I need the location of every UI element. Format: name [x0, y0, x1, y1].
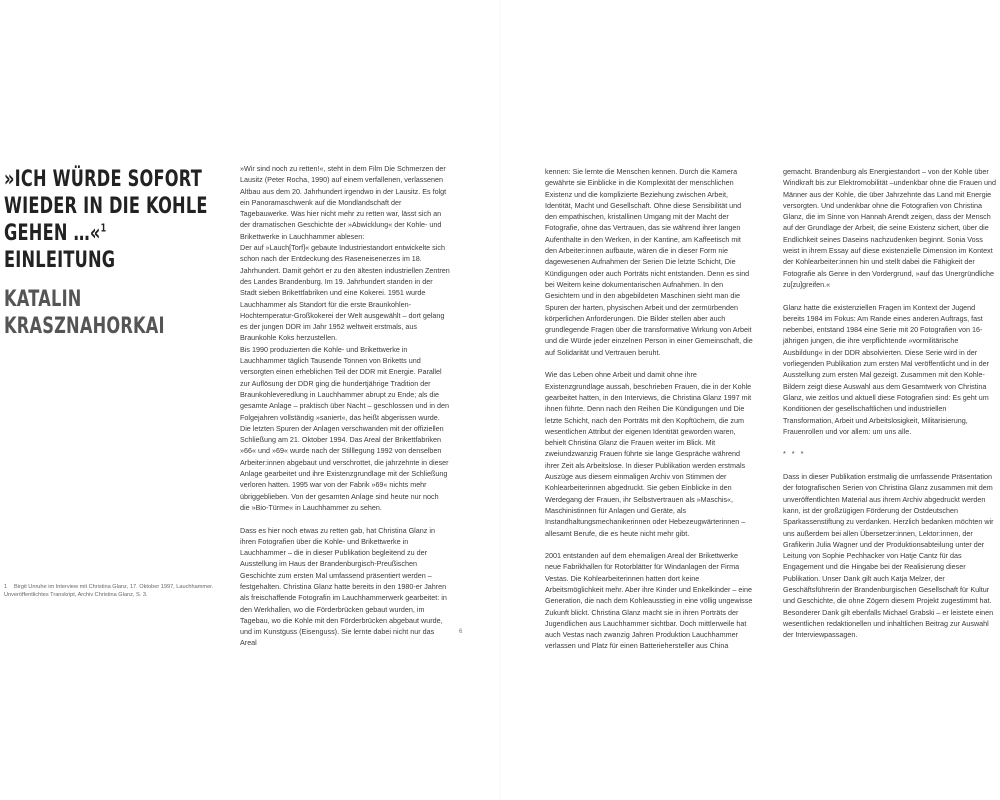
paragraph: Dass es hier noch etwas zu retten gab, hat Christina Glanz in ihren Fotografien über die Kohle- und Brikettwerke in Lauchhammer – die in dieser Publikation begleitend zu der Ausstellung im Haus der Brandenburgisch-Preußischen Geschichte zum ersten Mal umfassend präsentiert werden – festgehalten. Christina Glanz hatte bereits in den 1980-er Jahren als freischaffende Fotografin im Lauchhammerwerk gearbeitet: in den Werkhallen, wo die Förderbrücken gebaut wurden, im Tagebau, wo die Kohle mit den Förderbrücken abgebaut wurde, und im Kunstguss (Eisenguss). Sie lernte dabei nicht nur das Areal	[240, 525, 447, 648]
page-number-left: 6	[459, 629, 463, 635]
right-text-column-2	[783, 166, 998, 652]
chapter-heading	[4, 166, 220, 274]
footnote-reference[interactable]: 1	[100, 221, 107, 235]
left-text-column	[240, 163, 450, 660]
paragraph: »Wir sind noch zu retten!«, steht in dem Film Die Schmerzen der Lausitz (Peter Rocha, 1990) auf einem verfallenen, verlassenen Altbau aus dem 20. Jahrhundert irgendwo in der Lausitz. Es folgt ein Panoramaschwenk auf die Mondlandschaft der Tagebauwerke. Was hier nicht mehr zu retten war, lässt sich an der dramatischen Geschichte der »Abwicklung« der Kohle- und Brikettwerke in Lauchhammer ablesen: Der auf »Lauch[Torf]« gebaute Industriestandort entwickelte sich schon nach der Entdeckung des Raseneisenerzes im 18. Jahrhundert. Damit gehört er zu den ältesten industriellen Zentren des Landes Brandenburg. Im 19. Jahrhundert standen in der Stadt sieben Brikettfabriken und eine Kokerei. 1951 wurde Lauchhammer als Standort für die erste Braunkohlen-Hochtemperatur-Großkokerei der Welt ausgewählt – dort gelang es der jungen DDR im Jahr 1952 weltweit erstmals, aus Braunkohle Koks herzustellen. Bis 1990 produzierten die Kohle- und Brikettwerke in Lauchhammer täglich Tausende Tonnen von Briketts und versorgten einen erheblichen Teil der DDR mit Energie. Parallel zur Auflösung der DDR ging die hundertjährige Tradition der Braunkohleveredlung in Lauchhammer abrupt zu Ende; als die gesamte Anlage – praktisch über Nacht – geschlossen und in den Folgejahren vollständig »saniert«, das heißt abgerissen wurde. Die letzten Spuren der Anlagen verschwanden mit der offiziellen Schließung am 21. Oktober 1994. Das Areal der Brikettfabriken »66« und »69« wurde nach der Stilllegung 1992 von denselben Arbeiter:innen abgebaut und verschrottet, die jahrzehnte in dieser Anlage gearbeitet und ihre Existenzgrundlage mit der Schließung verloren hatten. 1995 war von der Fabrik »69« nichts mehr übriggeblieben. Von der gesamten Anlage sind heute nur noch die »Bio-Türme« in Lauchhammer zu sehen.	[240, 164, 450, 512]
heading-line-text: GEHEN …«	[4, 220, 101, 246]
paragraph: Dass in dieser Publikation erstmalig die umfassende Präsentation der fotografischen Serien von Christina Glanz zusammen mit dem unveröffentlichten Material aus ihrem Archiv abgedruckt werden kann, ist der großzügigen Förderung der Ostdeutschen Sparkassenstiftung zu verdanken. Herzlich bedanken möchten wir uns außerdem bei allen Übersetzer:innen, Lektor:innen, der Grafikerin Julia Wagner und der Produktionsabteilung unter der Leitung von Sophie Pechhacker von Hatje Cantz für das Engagement und die Hingabe bei der Realisierung dieser Publikation. Unser Dank gilt auch Katja Melzer, der Geschäftsführerin der Brandenburgischen Gesellschaft für Kultur und Geschichte, die ohne Zögern diesem Projekt zugestimmt hat. Besonderer Dank gilt ebenfalls Michael Grabski – er leistete einen wesentlichen redaktionellen und inhaltlichen Beitrag zur Auswahl der Interviewpassagen.	[783, 472, 994, 640]
author-line: KRASZNAHORKAI	[4, 313, 165, 339]
author-line: KATALIN	[4, 286, 82, 312]
paragraph: Wie das Leben ohne Arbeit und damit ohne ihre Existenzgrundlage aussah, beschrieben Frauen, die in der Kohle gearbeitet hatten, in den Interviews, die Christina Glanz 1997 mit ihnen führte. Denn nach den Reihen Die Kündigungen und Die letzte Schicht, nach den Porträts mit den Kopftüchern, die zum wesentlichen Attribut der eigenen Identität geworden waren, behielt Christina Glanz die Frauen weiter im Blick. Mit zweiundzwanzig Frauen führte sie lange Gespräche während ihrer Zeit als Arbeitslose. In dieser Publikation werden erstmals Auszüge aus diesem einmaligen Archiv von Stimmen der Kohlearbeiterinnen abgedruckt. Sie geben Einblicke in den Werdegang der Frauen, ihr Selbstvertrauen als »Maschis«, Maschinistinnen für Anlagen und Geräte, als Instandhaltungsmechanikerinnen oder Hebezeugwärterinnen – allesamt Berufe, die es heute nicht mehr gibt.	[545, 370, 752, 538]
paragraph: Glanz hatte die existenziellen Fragen im Kontext der Jugend bereits 1984 im Fokus: Am Rande eines anderen Auftrags, fast nebenbei, entstand 1984 eine Serie mit 20 Fotografien von 16-jährigen jungen, die ihre verpflichtende »vormilitärische Ausbildung« in der DDR absolvierten. Diese Serie wird in der vorliegenden Publikation zum ersten Mal veröffentlicht und in der Ausstellung zum ersten Mal gezeigt. Zusammen mit den Kohle-Bildern zeigt diese Auswahl aus dem Gesamtwerk von Christina Glanz, wie zeitlos und aktuell diese Fotografien sind: Es geht um Konditionen der gesellschaftlichen und industriellen Transformation, Arbeit und Arbeitslosigkeit, Militarisierung, Frauenrollen und vor allem: um uns alle.	[783, 302, 990, 436]
footnote-number: 1	[4, 584, 8, 590]
title-block	[4, 166, 219, 340]
paragraph: kennen: Sie lernte die Menschen kennen. Durch die Kamera gewährte sie Einblicke in die Komplexität der menschlichen Existenz und die komplizierte Beziehung zwischen Arbeit, Identität, Macht und Gesellschaft. Ohne diese Sensibilität und den empathischen, kristallinen Umgang mit der Macht der Fotografie, ohne das Vertrauen, das sie während ihrer langen Aufenthalte in den Werken, in der Kantine, am Kaffeetisch mit den Arbeiter:innen aufbaute, wären die in dieser Form nie dagewesenen Aufnahmen der Serien Die letzte Schicht, Die Kündigungen oder auch Porträts nicht entstanden. Denn es sind bei Weitem keine dokumentarischen Aufnahmen. In den Gesichtern und in den abgebildeten Maschinen sieht man die Spuren der harten, physischen Arbeit und der zermürbenden körperlichen Anforderungen. Die Bilder stellen aber auch grundlegende Fragen über die transformative Wirkung von Arbeit und die Würde jeder einzelnen Person in einer Gemeinschaft, die auf Solidarität und Vertrauen beruht.	[545, 167, 753, 357]
right-text-column-1	[545, 166, 753, 663]
paragraph: 2001 entstanden auf dem ehemaligen Areal der Brikettwerke neue Fabrikhallen für Rotorblätter für Windanlagen der Firma Vestas. Die Kohlearbeiterinnen hatten dort keine Arbeitsmöglichkeit mehr. Aber ihre Kinder und Enkelkinder – eine Generation, die nach dem Kohleausstieg in eine völlig ungewisse Zukunft blickt. Christina Glanz macht sie in ihren Porträts der Jugendlichen aus Lauchhammer sichtbar. Doch mittlerweile hat auch Vestas nach zwanzig Jahren Produktion Lauchhammer verlassen und Platz für einen Batteriehersteller aus China	[545, 551, 753, 651]
author-name	[4, 286, 220, 340]
paragraph: gemacht. Brandenburg als Energiestandort – von der Kohle über Windkraft bis zur Elektromobilität –undenkbar ohne die Frauen und Männer aus der Kohle, die über Jahrzehnte das Land mit Energie versorgten. Und undenkbar ohne die Fotografien von Christina Glanz, die im Sinne von Hannah Arendt zeigen, dass der Mensch auf der Grundlage der Arbeit, die seine Existenz sichert, über die Endlichkeit seines Daseins nachzudenken beginnt. Sonia Voss weist in ihrem Essay auf diese existenzielle Dimension im Kontext der Kohlearbeiter:innen hin und stellt dabei die Fähigkeit der Fotografie als Genre in den Vordergrund, »auf das Unergründliche zu[zu]greifen.«	[783, 167, 996, 289]
heading-line: WIEDER IN DIE KOHLE	[4, 193, 208, 219]
left-page	[0, 0, 499, 800]
heading-line: EINLEITUNG	[4, 247, 116, 273]
heading-line: »ICH WÜRDE SOFORT	[4, 166, 202, 192]
footnote	[4, 583, 214, 599]
section-separator: * * *	[783, 449, 806, 459]
footnote-text: Birgit Unruhe im Interview mit Christina Glanz, 17. Oktober 1997, Lauchhammer. Unveröffentlichtes Transkript, Archiv Christina Glanz, S. 3.	[4, 584, 214, 598]
heading-line	[4, 220, 220, 247]
